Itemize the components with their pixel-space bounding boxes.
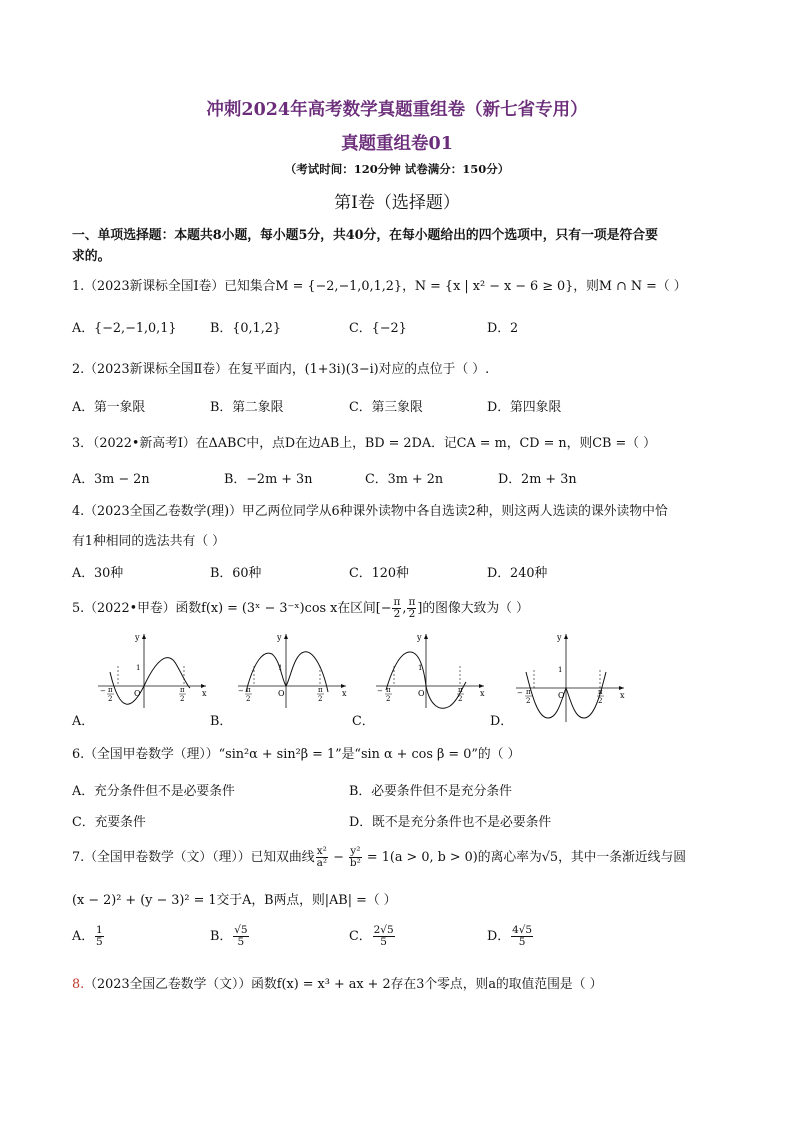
svg-text:x: x <box>202 689 207 698</box>
q3-option-a[interactable]: A．3m − 2n <box>72 472 150 487</box>
q5-stem-start: 函数f(x) = (3ˣ − 3⁻ˣ)cos x在区间[− <box>175 601 392 616</box>
svg-text:O: O <box>558 691 565 700</box>
q5-source: （2022•甲卷） <box>84 601 176 616</box>
exam-subtitle: 真题重组卷01 <box>341 134 453 154</box>
question-3 <box>72 432 656 451</box>
q1-number: 1. <box>72 279 85 294</box>
svg-text:O: O <box>278 689 285 698</box>
q4-stem: 甲乙两位同学从6种课外读物中各自选读2种，则这两人选读的课外读物中恰 <box>241 504 668 519</box>
q5-option-c[interactable]: C． <box>352 714 375 729</box>
svg-text:y: y <box>557 633 562 642</box>
q6-option-a[interactable]: A．充分条件但不是必要条件 <box>72 784 235 799</box>
svg-text:2: 2 <box>246 695 251 703</box>
svg-text:2: 2 <box>108 695 113 703</box>
question-4-cont: 有1种相同的选法共有（ ） <box>72 534 225 549</box>
q1-option-a[interactable]: A．{−2,−1,0,1} <box>72 321 177 336</box>
q6-stem: “sin²α + sin²β = 1”是“sin α + cos β = 0”的（ ） <box>218 747 521 762</box>
svg-text:2: 2 <box>598 697 603 705</box>
q7-source: （全国甲卷数学（文）（理）） <box>84 850 251 865</box>
q2-option-d[interactable]: D．第四象限 <box>487 400 562 415</box>
q7-fraction-x: $\frac{\text{x²}}{\text{a²}}$ <box>316 845 328 869</box>
svg-text:2: 2 <box>458 695 463 703</box>
q5-stem-end: ]的图像大致为（ ） <box>417 601 529 616</box>
part-title: 第Ⅰ卷（选择题） <box>334 193 460 213</box>
q1-source: （2023新课标全国Ⅰ卷） <box>84 279 225 294</box>
q1-option-d[interactable]: D．2 <box>487 321 519 336</box>
q5-fraction-2: $\frac{\pi}{2}$ <box>408 596 416 620</box>
q7-option-d[interactable]: D． $\frac{4√5}{5}$ <box>487 924 533 948</box>
svg-text:1: 1 <box>558 666 563 674</box>
q2-stem: 在复平面内，(1+3i)(3−i)对应的点位于（ ）. <box>227 362 490 377</box>
q6-option-b[interactable]: B．必要条件但不是充分条件 <box>349 784 512 799</box>
svg-text:2: 2 <box>318 695 323 703</box>
question-2 <box>72 358 489 377</box>
svg-text:x: x <box>620 691 625 700</box>
q3-option-d[interactable]: D．2m + 3n <box>498 472 577 487</box>
svg-text:1: 1 <box>136 664 141 672</box>
question-5: 5.（2022•甲卷）函数f(x) = (3ˣ − 3⁻ˣ)cos x在区间[− $\frac{\pi}{2}$ , $\frac{\pi}{2}$ ]的图像大致为（ ） <box>72 596 529 620</box>
svg-text:π: π <box>386 686 391 694</box>
q2-number: 2. <box>72 362 85 377</box>
svg-text:π: π <box>180 686 185 694</box>
q5-option-d[interactable]: D． <box>490 714 514 729</box>
q5-graph-b[interactable] <box>236 630 351 710</box>
svg-text:O: O <box>418 689 425 698</box>
svg-text:1: 1 <box>278 664 283 672</box>
svg-text:π: π <box>598 688 603 696</box>
svg-text:O: O <box>134 689 141 698</box>
q4-number: 4. <box>72 504 85 519</box>
svg-text:y: y <box>277 633 282 642</box>
question-4 <box>72 500 668 519</box>
question-7-cont: (x − 2)² + (y − 3)² = 1交于A，B两点，则|AB| =（ ） <box>72 893 397 908</box>
q1-option-b[interactable]: B．{0,1,2} <box>210 321 282 336</box>
svg-text:x: x <box>480 689 485 698</box>
svg-text:2: 2 <box>526 697 531 705</box>
q5-fraction-1: $\frac{\pi}{2}$ <box>393 596 401 620</box>
q3-number: 3． <box>72 436 93 451</box>
question-6 <box>72 743 520 762</box>
q1-stem: 已知集合M = {−2,−1,0,1,2}，N = {x | x² − x − 6 ≥ 0}，则M ∩ N =（ ） <box>224 279 687 294</box>
svg-text:π: π <box>318 686 323 694</box>
q1-option-c[interactable]: C．{−2} <box>349 321 407 336</box>
q2-option-b[interactable]: B．第二象限 <box>210 400 284 415</box>
q7-option-c[interactable]: C． $\frac{2√5}{5}$ <box>349 924 394 948</box>
q6-option-d[interactable]: D．既不是充分条件也不是必要条件 <box>349 815 552 830</box>
svg-text:π: π <box>526 688 531 696</box>
q5-graph-a[interactable] <box>96 630 211 710</box>
q3-stem: 在ΔABC中，点D在边AB上，BD = 2DA．记CA = m，CD = n，则CB =（ ） <box>195 436 656 451</box>
q4-option-d[interactable]: D．240种 <box>487 566 548 581</box>
svg-text:−: − <box>100 687 106 695</box>
q8-source: （2023全国乙卷数学（文）） <box>84 977 252 992</box>
question-8 <box>72 973 602 992</box>
q5-option-b[interactable]: B． <box>210 714 233 729</box>
q6-source: （全国甲卷数学（理）） <box>84 747 219 762</box>
svg-text:2: 2 <box>180 695 185 703</box>
q7-stem-mid: = 1(a > 0, b > 0)的离心率为√5，其中一条渐近线与圆 <box>362 850 687 865</box>
section-intro-cont: 求的。 <box>72 249 111 264</box>
q5-graph-c[interactable] <box>374 630 489 710</box>
q5-number: 5. <box>72 601 85 616</box>
svg-text:x: x <box>342 689 347 698</box>
q4-option-a[interactable]: A．30种 <box>72 566 124 581</box>
q7-fraction-y: $\frac{\text{y²}}{\text{b²}}$ <box>349 845 361 869</box>
svg-text:y: y <box>135 633 140 642</box>
q7-option-b[interactable]: B． $\frac{√5}{5}$ <box>210 924 248 948</box>
svg-text:π: π <box>458 686 463 694</box>
svg-text:−: − <box>377 687 383 695</box>
q8-stem: 函数f(x) = x³ + ax + 2存在3个零点，则a的取值范围是（ ） <box>251 977 603 992</box>
q4-option-c[interactable]: C．120种 <box>349 566 409 581</box>
question-1 <box>72 275 687 294</box>
svg-text:π: π <box>108 686 113 694</box>
q7-stem-start: 已知双曲线 <box>250 850 315 865</box>
svg-text:2: 2 <box>386 695 391 703</box>
q6-number: 6. <box>72 747 85 762</box>
svg-text:y: y <box>417 633 422 642</box>
q5-option-a[interactable]: A． <box>72 714 95 729</box>
q3-option-b[interactable]: B．−2m + 3n <box>224 472 313 487</box>
q2-source: （2023新课标全国Ⅱ卷） <box>84 362 228 377</box>
svg-text:−: − <box>238 687 244 695</box>
q2-option-a[interactable]: A．第一象限 <box>72 400 146 415</box>
exam-info: （考试时间：120分钟 试卷满分：150分） <box>284 162 510 176</box>
svg-text:π: π <box>246 686 251 694</box>
section-intro: 一、单项选择题：本题共8小题，每小题5分，共40分，在每小题给出的四个选项中，只有一项是符合要 <box>72 228 658 243</box>
q7-number: 7. <box>72 850 85 865</box>
q4-source: （2023全国乙卷数学(理)） <box>84 504 242 519</box>
svg-text:−: − <box>517 689 523 697</box>
q2-option-c[interactable]: C．第三象限 <box>349 400 423 415</box>
q4-option-b[interactable]: B．60种 <box>210 566 262 581</box>
q3-source: （2022•新高考Ⅰ） <box>92 436 196 451</box>
q5-graph-d[interactable] <box>514 630 629 725</box>
exam-title: 冲刺2024年高考数学真题重组卷（新七省专用） <box>206 100 588 120</box>
question-7: 7.（全国甲卷数学（文）（理））已知双曲线 $\frac{\text{x²}}{\text{a²}}$ − $\frac{\text{y²}}{\text{b²}}$ = 1(a > 0, b > 0)的离心率为√5，其中一条渐近线与圆 <box>72 845 687 869</box>
svg-text:1: 1 <box>418 664 423 672</box>
q7-option-a[interactable]: A． $\frac{1}{5}$ <box>72 924 103 948</box>
q3-option-c[interactable]: C．3m + 2n <box>365 472 444 487</box>
q6-option-c[interactable]: C．充要条件 <box>72 815 146 830</box>
q8-number: 8. <box>72 977 85 992</box>
